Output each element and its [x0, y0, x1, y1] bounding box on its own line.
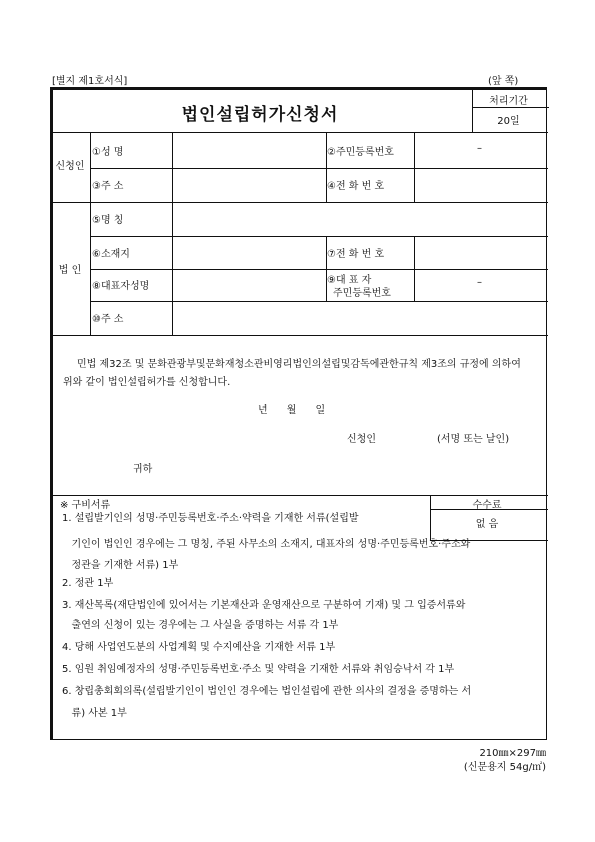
corp-name-label: ⑤명 칭: [92, 215, 124, 226]
corp-phone-label: ⑦전 화 번 호: [327, 249, 385, 260]
applicant-rrn-field[interactable]: –: [477, 143, 482, 154]
document-item: 2. 정관 1부: [62, 578, 114, 589]
form-title: 법인설립허가신청서: [181, 105, 339, 125]
corp-location-field[interactable]: [174, 236, 324, 268]
applicant-rrn-label: ②주민등록번호: [327, 147, 394, 158]
application-statement: 민법 제32조 및 문화관광부및문화재청소관비영리법인의설립및감독에관한규칙 제3조의 규정에 의하여 위와 같이 법인설립허가를 신청합니다.: [63, 359, 521, 388]
signature-note: (서명 또는 날인): [437, 434, 510, 445]
corp-name-field[interactable]: [174, 202, 546, 234]
corp-rep-name-field[interactable]: [174, 269, 324, 299]
applicant-phone-field[interactable]: [413, 168, 546, 200]
document-item: 출연의 신청이 있는 경우에는 그 사실을 증명하는 서류 각 1부: [62, 620, 339, 631]
document-item: 4. 당해 사업연도분의 사업계획 및 수지예산을 기재한 서류 1부: [62, 642, 336, 653]
document-item: 5. 임원 취임예정자의 성명·주민등록번호·주소 및 약력을 기재한 서류와 취임승낙서 각 1부: [62, 664, 455, 675]
documents-header: ※ 구비서류: [60, 500, 111, 511]
fee-value: 없 음: [475, 519, 499, 530]
corp-rep-name-label: ⑧대표자성명: [92, 281, 150, 292]
date-line: 년 월 일: [258, 405, 326, 416]
corp-rep-rrn-label-2: 주민등록번호: [333, 288, 391, 299]
applicant-section-label: 신청인: [55, 161, 85, 172]
processing-period-label: 처리기간: [489, 96, 528, 107]
applicant-name-field[interactable]: [174, 134, 324, 168]
corp-address-label: ⑩주 소: [92, 314, 124, 325]
document-item: 3. 재산목록(재단법인에 있어서는 기본재산과 운영재산으로 구분하여 기재) 및 그 입증서류와: [62, 600, 466, 611]
form-number: [별지 제1호서식]: [52, 76, 128, 87]
paper-type: (신문용지 54g/㎡): [463, 762, 546, 773]
applicant-signature-label: 신청인: [347, 434, 376, 445]
corp-rep-rrn-field[interactable]: –: [477, 277, 482, 288]
document-item: 정관을 기재한 서류) 1부: [62, 560, 179, 571]
corp-location-label: ⑥소재지: [92, 249, 130, 260]
applicant-address-label: ③주 소: [92, 181, 124, 192]
document-item: 1. 설립발기인의 성명·주민등록번호·주소·약력을 기재한 서류(설립발: [62, 513, 359, 524]
corporation-section-label: 법 인: [58, 265, 82, 276]
applicant-address-field[interactable]: [174, 168, 324, 200]
document-item: 류) 사본 1부: [62, 708, 127, 719]
processing-period-value: 20일: [497, 116, 520, 127]
page-side-label: (앞 쪽): [488, 76, 519, 87]
applicant-name-label: ①성 명: [92, 147, 124, 158]
corp-phone-field[interactable]: [413, 236, 546, 268]
recipient-label: 귀하: [133, 464, 153, 475]
corp-rep-rrn-label-1: ⑨대 표 자: [327, 275, 372, 286]
document-item: 6. 창립총회회의록(설립발기인이 법인인 경우에는 법인설립에 관한 의사의 결정을 증명하는 서: [62, 686, 472, 697]
paper-size: 210㎜×297㎜: [479, 748, 546, 759]
fee-label: 수수료: [472, 500, 502, 511]
corp-address-field[interactable]: [174, 301, 546, 331]
document-item: 기인이 법인인 경우에는 그 명칭, 주된 사무소의 소재지, 대표자의 성명·주민등록번호·주소와: [62, 539, 471, 550]
applicant-phone-label: ④전 화 번 호: [327, 181, 385, 192]
